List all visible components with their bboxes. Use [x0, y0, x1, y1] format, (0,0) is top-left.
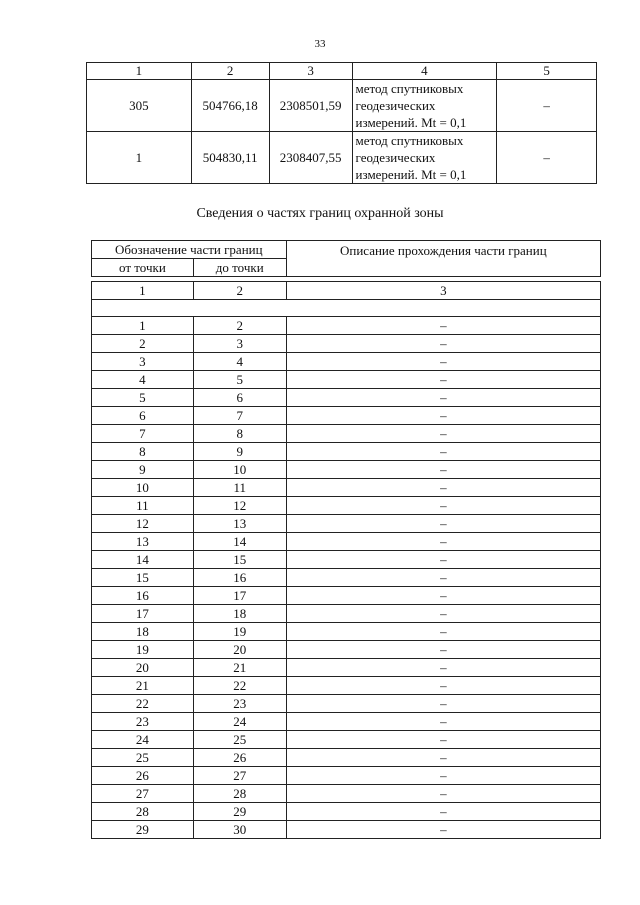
from-point-cell: 10: [92, 479, 194, 497]
from-point-cell: 1: [92, 317, 194, 335]
coordinate-y: 2308501,59: [269, 80, 352, 132]
to-point-cell: 9: [193, 443, 286, 461]
column-number: 3: [286, 282, 600, 300]
to-point-cell: 22: [193, 677, 286, 695]
description-cell: –: [286, 623, 600, 641]
from-point-cell: 13: [92, 533, 194, 551]
table-row: [92, 515, 601, 533]
column-number: 1: [92, 282, 194, 300]
table-row: [92, 785, 601, 803]
method-description: [352, 80, 497, 132]
method-line: метод спутниковых: [355, 81, 464, 96]
table-row: [92, 821, 601, 839]
from-point-cell: 22: [92, 695, 194, 713]
from-point-cell: 24: [92, 731, 194, 749]
table-row: [92, 749, 601, 767]
from-point-cell: 26: [92, 767, 194, 785]
table-row: [92, 335, 601, 353]
to-point-cell: 20: [193, 641, 286, 659]
description-cell: –: [286, 407, 600, 425]
from-point-cell: 20: [92, 659, 194, 677]
description-cell: –: [286, 641, 600, 659]
to-point-cell: 5: [193, 371, 286, 389]
description-cell: –: [286, 731, 600, 749]
description-cell: –: [286, 677, 600, 695]
to-point-cell: 13: [193, 515, 286, 533]
description-cell: –: [286, 659, 600, 677]
description-cell: –: [286, 335, 600, 353]
from-point-cell: 27: [92, 785, 194, 803]
description-cell: –: [286, 371, 600, 389]
table-row: [92, 497, 601, 515]
from-point-cell: 14: [92, 551, 194, 569]
method-description: [352, 132, 497, 184]
table-row: [92, 389, 601, 407]
description-cell: –: [286, 515, 600, 533]
column-number: 5: [497, 63, 597, 80]
description-cell: –: [286, 767, 600, 785]
note-cell: –: [497, 80, 597, 132]
table-row: [92, 317, 601, 335]
description-cell: –: [286, 443, 600, 461]
to-point-cell: 16: [193, 569, 286, 587]
from-point-cell: 12: [92, 515, 194, 533]
to-point-cell: 15: [193, 551, 286, 569]
table-row: [92, 695, 601, 713]
table-row: [87, 132, 597, 184]
to-point-cell: 12: [193, 497, 286, 515]
description-cell: –: [286, 461, 600, 479]
page-number: 33: [314, 38, 326, 50]
coordinate-y: 2308407,55: [269, 132, 352, 184]
description-cell: –: [286, 803, 600, 821]
column-number: 3: [269, 63, 352, 80]
blank-row: [92, 300, 601, 317]
section-title: Сведения о частях границ охранной зоны: [196, 206, 444, 221]
table-row: [92, 659, 601, 677]
table-row: [92, 551, 601, 569]
header-row: [92, 241, 601, 259]
table-row: [92, 587, 601, 605]
column-number: 2: [191, 63, 269, 80]
coordinate-x: 504766,18: [191, 80, 269, 132]
table-row: [92, 803, 601, 821]
table-row: [92, 443, 601, 461]
to-point-cell: 14: [193, 533, 286, 551]
description-cell: –: [286, 353, 600, 371]
description-cell: –: [286, 605, 600, 623]
table-row: [92, 623, 601, 641]
method-line: геодезических: [355, 150, 436, 165]
method-line: измерений. Mt = 0,1: [355, 115, 467, 130]
from-point-cell: 6: [92, 407, 194, 425]
table-row: [92, 407, 601, 425]
header-group-label: Обозначение части границ: [92, 241, 287, 259]
from-point-cell: 2: [92, 335, 194, 353]
table-row: [92, 479, 601, 497]
to-point-cell: 8: [193, 425, 286, 443]
column-number: 1: [87, 63, 192, 80]
description-cell: –: [286, 821, 600, 839]
to-point-cell: 26: [193, 749, 286, 767]
to-point-cell: 4: [193, 353, 286, 371]
to-point-cell: 30: [193, 821, 286, 839]
to-point-cell: 24: [193, 713, 286, 731]
to-point-cell: 11: [193, 479, 286, 497]
to-point-cell: 10: [193, 461, 286, 479]
from-point-cell: 19: [92, 641, 194, 659]
to-point-cell: 7: [193, 407, 286, 425]
table-row: [87, 80, 597, 132]
from-point-cell: 3: [92, 353, 194, 371]
from-point-cell: 8: [92, 443, 194, 461]
to-point-cell: 17: [193, 587, 286, 605]
to-point-cell: 21: [193, 659, 286, 677]
from-point-cell: 21: [92, 677, 194, 695]
table-row: [92, 731, 601, 749]
point-number: 305: [87, 80, 192, 132]
coordinates-header-row: [87, 63, 597, 80]
to-point-cell: 2: [193, 317, 286, 335]
description-cell: –: [286, 785, 600, 803]
description-cell: –: [286, 425, 600, 443]
from-point-cell: 17: [92, 605, 194, 623]
table-row: [92, 425, 601, 443]
table-row: [92, 353, 601, 371]
boundary-parts-table: [91, 240, 601, 839]
table-row: [92, 605, 601, 623]
table-row: [92, 461, 601, 479]
description-cell: –: [286, 551, 600, 569]
description-cell: –: [286, 713, 600, 731]
table-row: [92, 677, 601, 695]
from-point-cell: 11: [92, 497, 194, 515]
header-to-point: до точки: [193, 259, 286, 277]
table-row: [92, 533, 601, 551]
table-row: [92, 371, 601, 389]
description-cell: –: [286, 479, 600, 497]
method-line: метод спутниковых: [355, 133, 464, 148]
to-point-cell: 23: [193, 695, 286, 713]
description-cell: –: [286, 587, 600, 605]
from-point-cell: 18: [92, 623, 194, 641]
description-cell: –: [286, 317, 600, 335]
point-number: 1: [87, 132, 192, 184]
table-row: [92, 569, 601, 587]
coordinate-x: 504830,11: [191, 132, 269, 184]
table-row: [92, 767, 601, 785]
description-cell: –: [286, 389, 600, 407]
description-cell: –: [286, 533, 600, 551]
coordinates-table: [86, 62, 597, 184]
table-row: [92, 713, 601, 731]
to-point-cell: 3: [193, 335, 286, 353]
header-description: Описание прохождения части границ: [286, 241, 600, 277]
column-numbers-row: [92, 282, 601, 300]
from-point-cell: 25: [92, 749, 194, 767]
table-row: [92, 641, 601, 659]
from-point-cell: 4: [92, 371, 194, 389]
description-cell: –: [286, 497, 600, 515]
from-point-cell: 9: [92, 461, 194, 479]
from-point-cell: 15: [92, 569, 194, 587]
method-line: измерений. Mt = 0,1: [355, 167, 467, 182]
to-point-cell: 29: [193, 803, 286, 821]
description-cell: –: [286, 569, 600, 587]
description-cell: –: [286, 749, 600, 767]
to-point-cell: 27: [193, 767, 286, 785]
to-point-cell: 28: [193, 785, 286, 803]
from-point-cell: 29: [92, 821, 194, 839]
note-cell: –: [497, 132, 597, 184]
from-point-cell: 7: [92, 425, 194, 443]
boundary-parts-body: [92, 317, 601, 839]
column-number: 4: [352, 63, 497, 80]
from-point-cell: 23: [92, 713, 194, 731]
column-number: 2: [193, 282, 286, 300]
to-point-cell: 6: [193, 389, 286, 407]
to-point-cell: 25: [193, 731, 286, 749]
from-point-cell: 5: [92, 389, 194, 407]
description-cell: –: [286, 695, 600, 713]
from-point-cell: 28: [92, 803, 194, 821]
method-line: геодезических: [355, 98, 436, 113]
to-point-cell: 18: [193, 605, 286, 623]
header-from-point: от точки: [92, 259, 194, 277]
from-point-cell: 16: [92, 587, 194, 605]
to-point-cell: 19: [193, 623, 286, 641]
